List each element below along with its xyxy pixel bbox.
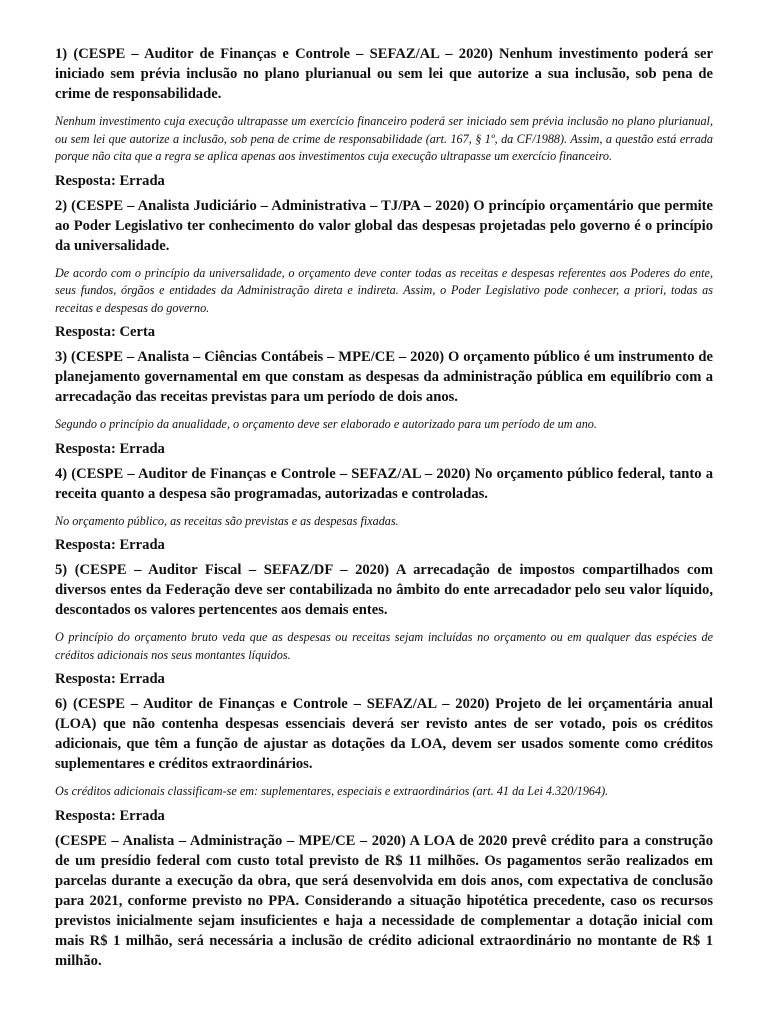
question-block-1 [55,44,713,190]
question-answer: Resposta: Errada [55,172,165,189]
question-answer: Resposta: Errada [55,537,165,553]
question-answer: Resposta: Errada [55,440,165,457]
question-text: (CESPE – Analista – Administração – MPE/CE – 2020) A LOA de 2020 prevê crédito para a construção de um presídio federal com custo total previsto de R$ 11 milhões. Os pagamentos serão realizados em parcelas durante a execução da obra, que será desenvolvida em dois anos, com expectativa de conclusão para 2021, conforme previsto no PPA. Considerando a situação hipotética precedente, caso os recursos previstos inicialmente sejam insuficientes e haja a necessidade de complementar a dotação inicial com mais R$ 1 milhão, será necessária a inclusão de crédito adicional extraordinário no montante de R$ 1 milhão. [55,832,713,969]
question-block-3 [55,347,713,458]
question-text: 3) (CESPE – Analista – Ciências Contábeis – MPE/CE – 2020) O orçamento público é um instrumento de planejamento governamental em que constam as despesas da administração pública em equilíbrio com a arrecadação das receitas previstas para um período de dois anos. [55,349,713,405]
question-explanation: De acordo com o princípio da universalidade, o orçamento deve conter todas as receitas e despesas referentes aos Poderes do ente, seus fundos, órgãos e entidades da Administração direta e indireta. Assim, o Poder Legislativo pode conhecer, a priori, todas as receitas e despesas do governo. [55,265,713,315]
question-explanation: Os créditos adicionais classificam-se em: suplementares, especiais e extraordinários (art. 41 da Lei 4.320/1964). [55,784,609,798]
question-answer: Resposta: Errada [55,671,165,687]
question-text: 2) (CESPE – Analista Judiciário – Administrativa – TJ/PA – 2020) O princípio orçamentário que permite ao Poder Legislativo ter conhecimento do valor global das despesas projetadas pelo governo é o princípio da universalidade. [55,197,713,254]
question-explanation: O princípio do orçamento bruto veda que as despesas ou receitas sejam incluídas no orçamento ou em qualquer das espécies de créditos adicionais nos seus montantes líquidos. [55,630,713,662]
question-explanation: Nenhum investimento cuja execução ultrapasse um exercício financeiro poderá ser iniciado sem prévia inclusão no plano plurianual, ou sem lei que autorize a inclusão, sob pena de crime de responsabilidade (art. 167, § 1º, da CF/1988). Assim, a questão está errada porque não cita que a regra se aplica apenas aos investimentos cuja execução ultrapasse um exercício financeiro. [55,114,713,163]
question-answer: Resposta: Errada [55,807,165,824]
question-block-5 [55,560,713,688]
question-block-6 [55,694,713,825]
question-block-4 [55,464,713,555]
question-text: 6) (CESPE – Auditor de Finanças e Controle – SEFAZ/AL – 2020) Projeto de lei orçamentária anual (LOA) que não contenha despesas essenciais deverá ser revisto antes de ser votado, pois os créditos adicionais, que têm a função de ajustar as dotações da LOA, devem ser usados somente como créditos suplementares e créditos extraordinários. [55,696,713,772]
question-explanation: No orçamento público, as receitas são previstas e as despesas fixadas. [55,513,399,528]
question-block-2 [55,196,713,342]
question-block-7 [55,831,713,971]
question-answer: Resposta: Certa [55,324,156,340]
question-text: 4) (CESPE – Auditor de Finanças e Controle – SEFAZ/AL – 2020) No orçamento público federal, tanto a receita quanto a despesa são programadas, autorizadas e controladas. [55,465,713,502]
question-text: 1) (CESPE – Auditor de Finanças e Controle – SEFAZ/AL – 2020) Nenhum investimento poderá ser iniciado sem prévia inclusão no plano plurianual ou sem lei que autorize a sua inclusão, sob pena de crime de responsabilidade. [55,46,713,102]
question-text: 5) (CESPE – Auditor Fiscal – SEFAZ/DF – 2020) A arrecadação de impostos compartilhados com diversos entes da Federação deve ser contabilizada no âmbito do ente arrecadador pelo seu valor líquido, descontados os valores pertencentes aos demais entes. [55,562,713,618]
question-explanation: Segundo o princípio da anualidade, o orçamento deve ser elaborado e autorizado para um período de um ano. [55,417,597,431]
